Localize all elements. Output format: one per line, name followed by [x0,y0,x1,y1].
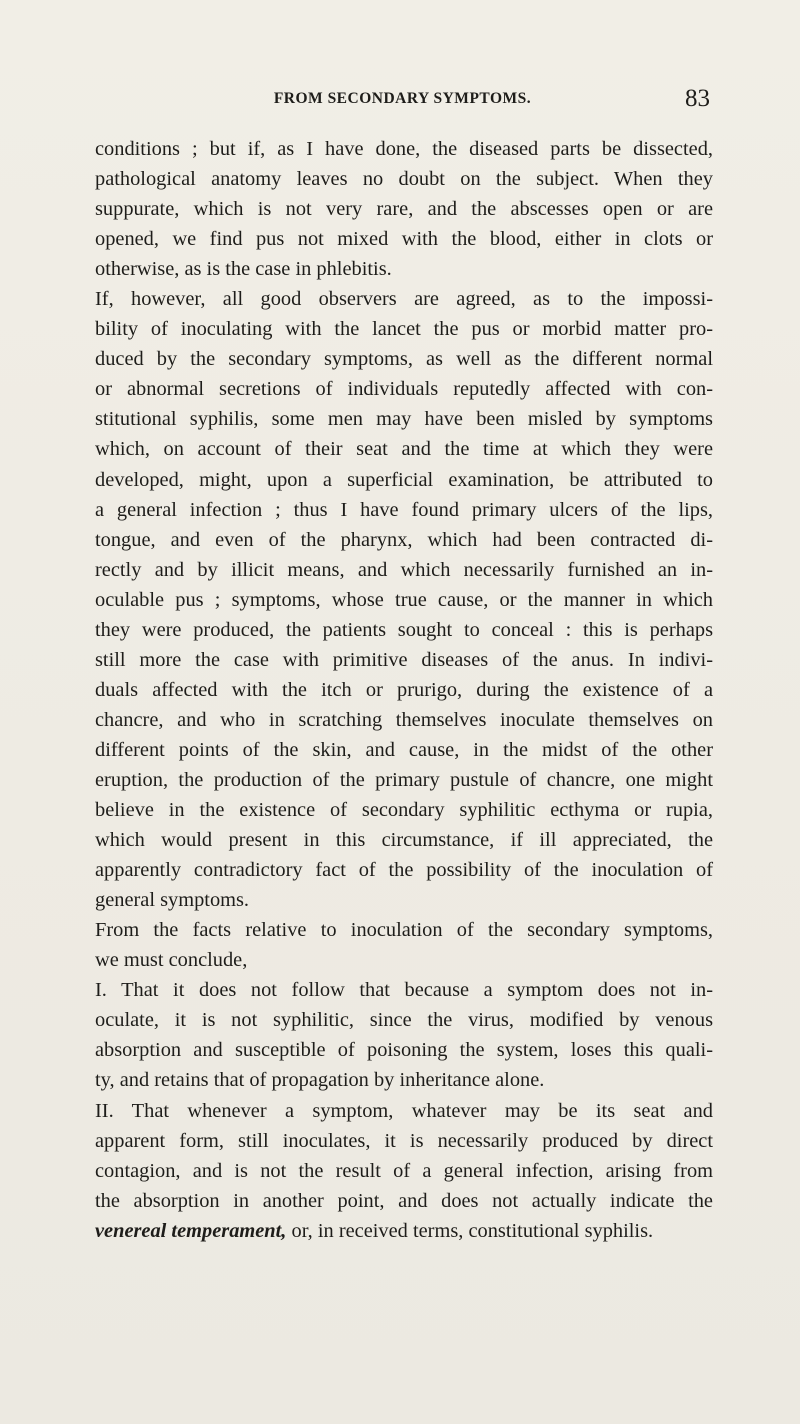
text-line: they were produced, the patients sought to conceal : this is perhaps [95,618,713,641]
text-line: bility of inoculating with the lancet the pus or morbid matter pro- [95,318,713,341]
text-line: or abnormal secretions of individuals reputedly affected with con- [95,378,713,401]
text-line: we must conclude, [95,949,248,972]
text-line: II. That whenever a symptom, whatever may be its seat and [95,1099,713,1122]
running-head [95,86,710,110]
text-line: duals affected with the itch or prurigo, during the existence of a [95,678,713,701]
text-line: a general infection ; thus I have found primary ulcers of the lips, [95,498,713,521]
text-line: chancre, and who in scratching themselves inoculate themselves on [95,708,713,731]
text-line: contagion, and is not the result of a general infection, arising from [95,1159,713,1182]
final-line-rest: or, in received terms, constitutional syphilis. [286,1219,654,1242]
text-line: otherwise, as is the case in phlebitis. [95,258,392,281]
final-text-line [95,1216,713,1246]
text-line: tongue, and even of the pharynx, which had been contracted di- [95,528,713,551]
text-line: general symptoms. [95,889,250,912]
text-line: oculable pus ; symptoms, whose true cause, or the manner in which [95,588,713,611]
text-line: still more the case with primitive diseases of the anus. In indivi- [95,648,713,671]
running-title: FROM SECONDARY SYMPTOMS. [273,90,532,107]
text-line: absorption and susceptible of poisoning the system, loses this quali- [95,1039,713,1062]
text-line: stitutional syphilis, some men may have been misled by symptoms [95,408,713,431]
text-line: From the facts relative to inoculation of the secondary symptoms, [95,919,713,942]
text-line: which, on account of their seat and the time at which they were [95,438,713,461]
text-line: apparently contradictory fact of the possibility of the inoculation of [95,859,713,882]
text-line: different points of the skin, and cause, in the midst of the other [95,738,713,761]
italic-phrase: venereal temperament, [95,1219,287,1242]
text-line: developed, might, upon a superficial examination, be attributed to [95,468,713,491]
text-line: If, however, all good observers are agreed, as to the impossi- [95,288,713,311]
text-line: rectly and by illicit means, and which necessarily furnished an in- [95,558,713,581]
text-line: the absorption in another point, and does not actually indicate the [95,1189,713,1212]
text-line: duced by the secondary symptoms, as well as the different normal [95,348,713,371]
body-text [95,134,713,1246]
text-line: which would present in this circumstance, if ill appreciated, the [95,829,713,852]
text-line: oculate, it is not syphilitic, since the virus, modified by venous [95,1009,713,1032]
page-number: 83 [685,85,710,112]
text-line: pathological anatomy leaves no doubt on the subject. When they [95,168,713,191]
text-line: ty, and retains that of propagation by inheritance alone. [95,1069,545,1092]
text-line: eruption, the production of the primary pustule of chancre, one might [95,768,713,791]
text-line: suppurate, which is not very rare, and the abscesses open or are [95,198,713,221]
text-line: opened, we find pus not mixed with the blood, either in clots or [95,228,713,251]
text-line: conditions ; but if, as I have done, the diseased parts be dissected, [95,138,713,160]
text-line: apparent form, still inoculates, it is necessarily produced by direct [95,1129,713,1152]
text-line: I. That it does not follow that because a symptom does not in- [95,979,713,1002]
text-line: believe in the existence of secondary syphilitic ecthyma or rupia, [95,799,713,822]
